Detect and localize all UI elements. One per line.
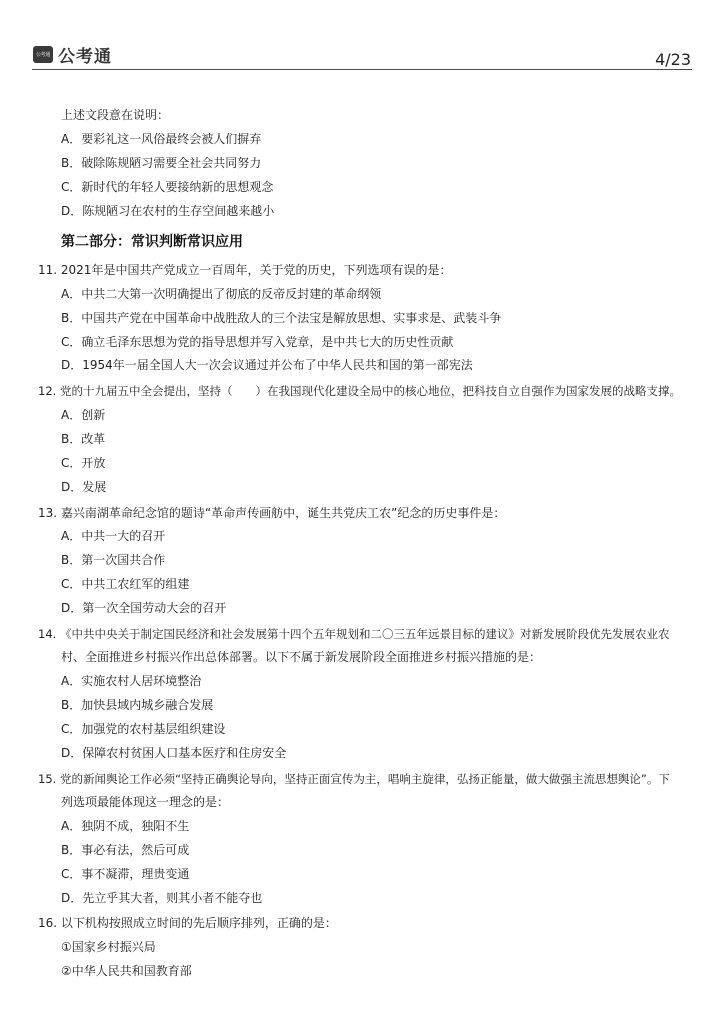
option: D．保障农村贫困人口基本医疗和住房安全 xyxy=(61,746,287,760)
option: ②中华人民共和国教育部 xyxy=(61,964,192,978)
option: D．陈规陋习在农村的生存空间越来越小 xyxy=(61,204,275,218)
option: C．中共工农红军的组建 xyxy=(61,577,190,591)
question-stem: 14. 《中共中央关于制定国民经济和社会发展第十四个五年规划和二〇三五年远景目标的建议》对新发展阶段优先发展农业农 xyxy=(38,627,670,641)
option: B．第一次国共合作 xyxy=(61,553,166,567)
page-number: 4/23 xyxy=(655,50,691,69)
option: D．发展 xyxy=(61,480,107,494)
logo-badge-icon: 公考通 xyxy=(33,46,53,63)
option: B．事必有法，然后可成 xyxy=(61,843,190,857)
option: B．破除陈规陋习需要全社会共同努力 xyxy=(61,156,262,170)
option: A．独阴不成，独阳不生 xyxy=(61,819,190,833)
question-stem: 15. 党的新闻舆论工作必须“坚持正确舆论导向，坚持正面宣传为主，唱响主旋律，弘扬正能量，做大做强主流思想舆论”。下 xyxy=(38,772,670,786)
section-title: 第二部分：常识判断常识应用 xyxy=(61,234,243,250)
option: C．加强党的农村基层组织建设 xyxy=(61,722,226,736)
option: B．中国共产党在中国革命中战胜敌人的三个法宝是解放思想、实事求是、武装斗争 xyxy=(61,311,502,325)
option: A．中共二大第一次明确提出了彻底的反帝反封建的革命纲领 xyxy=(61,287,382,301)
option: C．新时代的年轻人要接纳新的思想观念 xyxy=(61,180,274,194)
question-stem-continued: 列选项最能体现这一理念的是： xyxy=(61,795,230,809)
question-stem: 16. 以下机构按照成立时间的先后顺序排列，正确的是： xyxy=(38,916,337,930)
option: A．实施农村人居环境整治 xyxy=(61,674,202,688)
option: B．加快县域内城乡融合发展 xyxy=(61,698,214,712)
question-stem: 11. 2021年是中国共产党成立一百周年，关于党的历史，下列选项有误的是： xyxy=(38,263,452,277)
header-divider xyxy=(32,69,692,70)
option: D．先立乎其大者，则其小者不能夺也 xyxy=(61,891,263,905)
option: ①国家乡村振兴局 xyxy=(61,940,156,954)
question-stem-continued: 村、全面推进乡村振兴作出总体部署。以下不属于新发展阶段全面推进乡村振兴措施的是： xyxy=(61,650,542,664)
logo-text: 公考通 xyxy=(58,46,112,67)
option: C．事不凝滞，理贵变通 xyxy=(61,867,190,881)
question-stem: 上述文段意在说明： xyxy=(61,108,170,122)
question-stem: 12. 党的十九届五中全会提出，坚持（ ）在我国现代化建设全局中的核心地位，把科技自立自强作为国家发展的战略支撑。 xyxy=(38,384,681,398)
logo xyxy=(33,44,112,67)
option: C．确立毛泽东思想为党的指导思想并写入党章，是中共七大的历史性贡献 xyxy=(61,335,454,349)
page-header xyxy=(0,0,724,70)
option: A．要彩礼这一风俗最终会被人们摒弃 xyxy=(61,132,262,146)
option: A．中共一大的召开 xyxy=(61,529,166,543)
question-stem: 13. 嘉兴南湖革命纪念馆的题诗“革命声传画舫中，诞生共党庆工农”纪念的历史事件是： xyxy=(38,506,506,520)
option: D．第一次全国劳动大会的召开 xyxy=(61,601,227,615)
option: D．1954年一届全国人大一次会议通过并公布了中华人民共和国的第一部宪法 xyxy=(61,358,473,372)
option: A．创新 xyxy=(61,408,106,422)
option: C．开放 xyxy=(61,456,106,470)
option: B．改革 xyxy=(61,432,106,446)
